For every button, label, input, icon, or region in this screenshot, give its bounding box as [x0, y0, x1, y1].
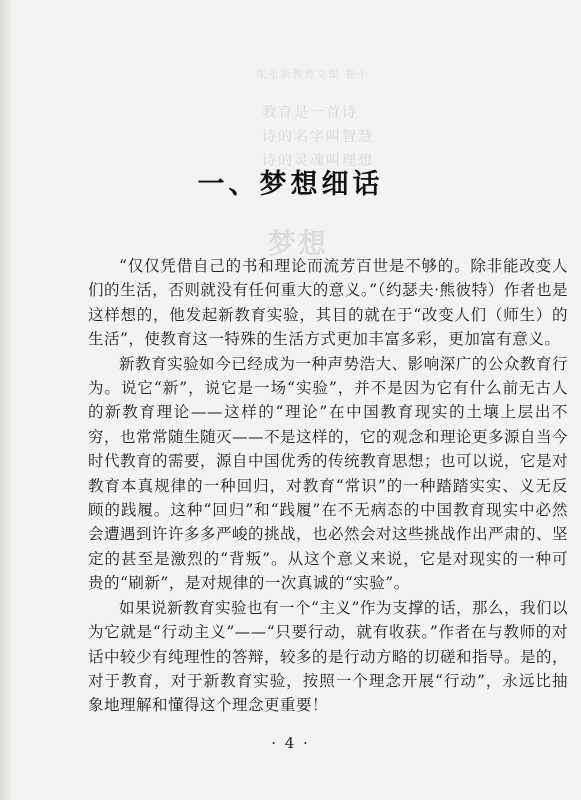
body-text: [88, 254, 568, 718]
bleed-through-line: 诗的灵魂叫理想: [262, 153, 374, 169]
page-number: · 4 ·: [271, 734, 310, 752]
paragraph: “仅仅凭借自己的书和理论而流芳百世是不够的。除非能改变人们的生活，否则就没有任何重大的意义。”（约瑟夫·熊彼特）作者也是这样想的，他发起新教育实验，其目的就在于“改变人们（师生）的生活”，使教育这一特殊的生活方式更加丰富多彩，更加富有意义。: [88, 257, 568, 349]
paragraph: 新教育实验如今已经成为一种声势浩大、影响深广的公众教育行为。说它“新”，说它是一场“实验”，并不是因为它有什么前无古人的新教育理论——这样的“理论”在中国教育现实的土壤上层出不穷，也常常随生随灭——不是这样的，它的观念和理论更多源自当今时代教育的需要，源自中国优秀的传统教育思想；也可以说，它是对教育本真规律的一种回归，对教育“常识”的一种踏踏实实、义无反顾的践履。这种“回归”和“践履”在不无病态的中国教育现实中必然会遭遇到许许多多严峻的挑战，也必然会对这些挑战作出严肃的、坚定的甚至是激烈的“背叛”。从这个意义来说，它是对现实的一种可贵的“刷新”，是对规律的一次真诚的“实验”。: [88, 354, 569, 593]
bleed-through-line: 诗的名字叫智慧: [262, 129, 374, 145]
section-heading: 一、梦想细话: [197, 169, 384, 200]
bleed-through-header: 朱永新教育文集 卷十: [256, 68, 369, 81]
binding-shadow: [0, 0, 12, 800]
bleed-through-line: 教育是一首诗: [262, 105, 358, 121]
bleed-through-title: 梦想: [268, 227, 329, 260]
paragraph: 如果说新教育实验也有一个“主义”作为支撑的话，那么，我们以为它就是“行动主义”——“只要行动，就有收获。”作者在与教师的对话中较少有纯理性的答辩，较多的是行动方略的切磋和指导。是的，对于教育，对于新教育实验，按照一个理念开展“行动”，永远比抽象地理解和懂得这个理念更重要！: [88, 598, 569, 715]
